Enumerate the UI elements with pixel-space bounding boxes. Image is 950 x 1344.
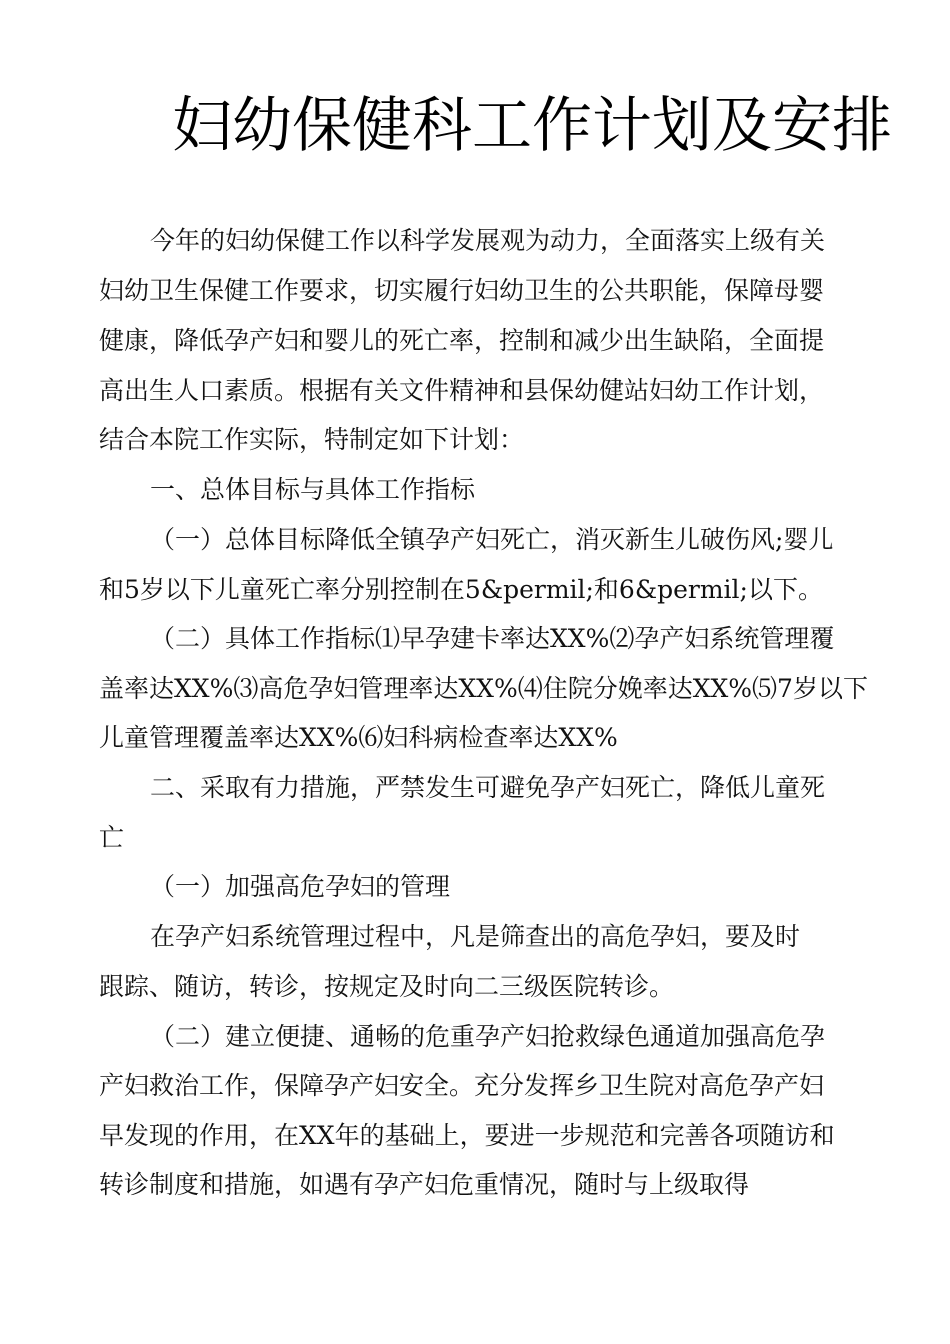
paragraph-line: 今年的妇幼保健工作以科学发展观为动力，全面落实上级有关 xyxy=(150,226,826,255)
document-title: 妇幼保健科工作计划及安排 xyxy=(172,91,892,161)
paragraph-line: 早发现的作用，在XX年的基础上，要进一步规范和完善各项随访和 xyxy=(99,1121,835,1150)
section-heading: 亡 xyxy=(99,823,125,852)
paragraph-line: 儿童管理覆盖率达XX%⑹妇科病检查率达XX% xyxy=(99,723,618,752)
section-heading: 二、采取有力措施，严禁发生可避免孕产妇死亡，降低儿童死 xyxy=(150,773,826,802)
paragraph-line: 在孕产妇系统管理过程中，凡是筛查出的高危孕妇，要及时 xyxy=(150,922,801,951)
paragraph-line: 结合本院工作实际，特制定如下计划： xyxy=(99,425,525,454)
paragraph-line: （二）具体工作指标⑴早孕建卡率达XX%⑵孕产妇系统管理覆 xyxy=(150,624,835,653)
paragraph-line: 产妇救治工作，保障孕产妇安全。充分发挥乡卫生院对高危孕产妇 xyxy=(99,1071,825,1100)
paragraph-line: 跟踪、随访，转诊，按规定及时向二三级医院转诊。 xyxy=(99,972,675,1001)
paragraph-line: （二）建立便捷、通畅的危重孕产妇抢救绿色通道加强高危孕 xyxy=(150,1022,826,1051)
paragraph-line: 和5岁以下儿童死亡率分别控制在5&permil;和6&permil;以下。 xyxy=(99,575,823,604)
subsection-heading: （一）加强高危孕妇的管理 xyxy=(150,872,451,901)
paragraph-line: 健康，降低孕产妇和婴儿的死亡率，控制和减少出生缺陷，全面提 xyxy=(99,326,825,355)
paragraph-line: （一）总体目标降低全镇孕产妇死亡，消灭新生儿破伤风;婴儿 xyxy=(150,525,834,554)
paragraph-line: 转诊制度和措施，如遇有孕产妇危重情况，随时与上级取得 xyxy=(99,1170,750,1199)
paragraph-line: 妇幼卫生保健工作要求，切实履行妇幼卫生的公共职能，保障母婴 xyxy=(99,276,825,305)
section-heading: 一、总体目标与具体工作指标 xyxy=(150,475,476,504)
paragraph-line: 高出生人口素质。根据有关文件精神和县保幼健站妇幼工作计划， xyxy=(99,376,825,405)
paragraph-line: 盖率达XX%⑶高危孕妇管理率达XX%⑷住院分娩率达XX%⑸7岁以下 xyxy=(99,674,868,703)
